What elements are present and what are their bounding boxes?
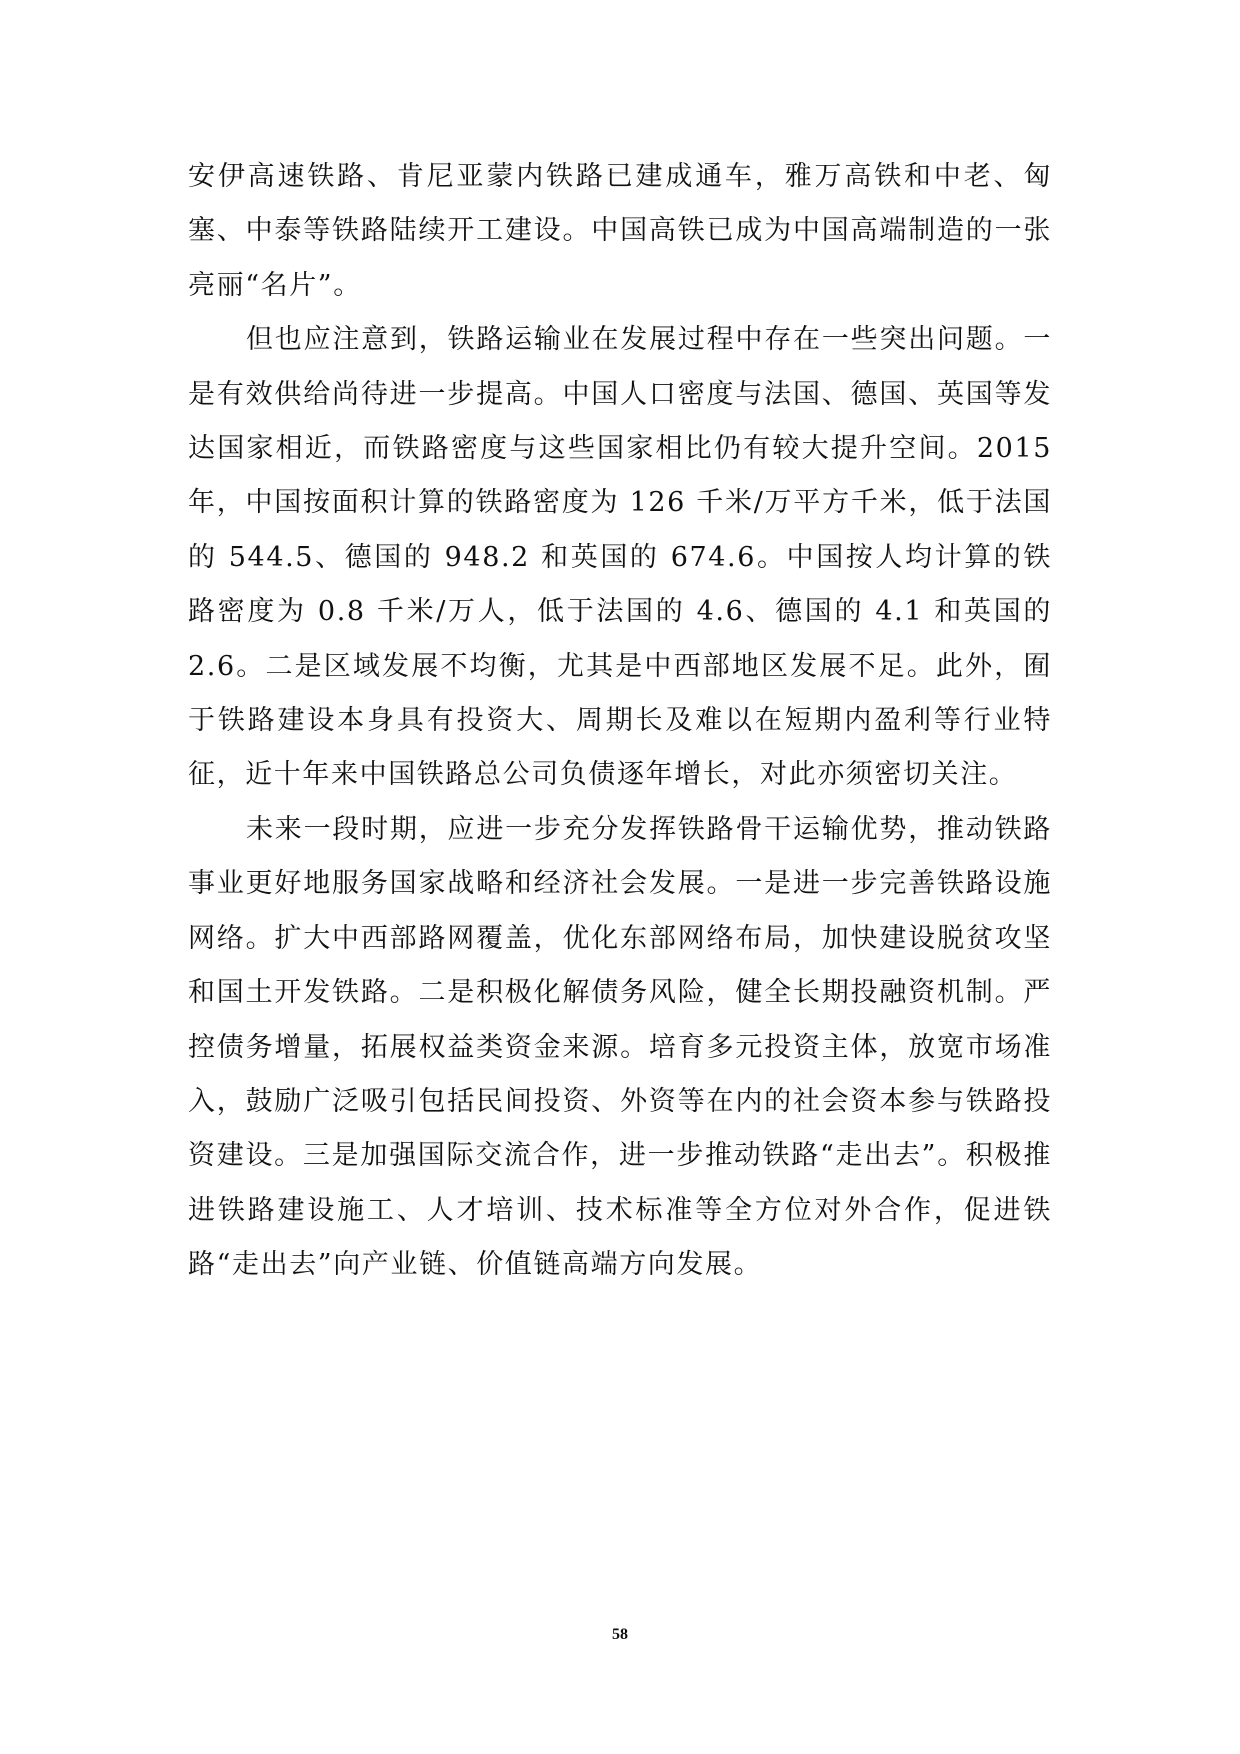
paragraph-recommendations: 未来一段时期，应进一步充分发挥铁路骨干运输优势，推动铁路事业更好地服务国家战略和经济社会发展。一是进一步完善铁路设施网络。扩大中西部路网覆盖，优化东部网络布局，加快建设脱贫攻坚和国土开发铁路。二是积极化解债务风险，健全长期投融资机制。严控债务增量，拓展权益类资金来源。培育多元投资主体，放宽市场准入，鼓励广泛吸引包括民间投资、外资等在内的社会资本参与铁路投资建设。三是加强国际交流合作，进一步推动铁路“走出去”。积极推进铁路建设施工、人才培训、技术标准等全方位对外合作，促进铁路“走出去”向产业链、价值链高端方向发展。 — [188, 813, 1052, 1281]
page-number: 58 — [612, 1626, 628, 1643]
paragraph-problems: 但也应注意到，铁路运输业在发展过程中存在一些突出问题。一是有效供给尚待进一步提高。中国人口密度与法国、德国、英国等发达国家相近，而铁路密度与这些国家相比仍有较大提升空间。2015年，中国按面积计算的铁路密度为 126 千米/万平方千米，低于法国的 544.5、德国的 948.2 和英国的 674.6。中国按人均计算的铁路密度为 0.8 千米/万人，低于法国的 4.6、德国的 4.1 和英国的 2.6。二是区域发展不均衡，尤其是中西部地区发展不足。此外，囿于铁路建设本身具有投资大、周期长及难以在短期内盈利等行业特征，近十年来中国铁路总公司负债逐年增长，对此亦须密切关注。 — [188, 324, 1052, 791]
paragraph-continuation: 安伊高速铁路、肯尼亚蒙内铁路已建成通车，雅万高铁和中老、匈塞、中泰等铁路陆续开工建设。中国高铁已成为中国高端制造的一张亮丽“名片”。 — [188, 161, 1052, 301]
body-text — [188, 150, 1052, 1293]
